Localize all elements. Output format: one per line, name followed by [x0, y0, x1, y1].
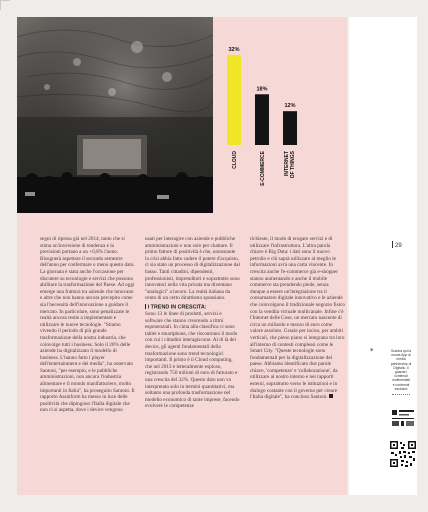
sidebar-note-text-2: e contenuti esclusivi	[392, 382, 410, 391]
article-column-2	[145, 236, 240, 410]
article-paragraph: segni di ripresa già nel 2014, tanto che si stima un'inversione di tendenza e la previsioni portano a un +0,8% l'anno. Bisognerà aspettare il secondo semestre dell'anno per confermare o meno questo dato. La giornata è stata anche l'occasione per discutere su tecnologie e servizi che possono abilitare la trasformazione del Paese. Ad oggi emerge una frattura tra aziende che innovano e altre che non hanno ancora percepito come sia l'necessità dell'innovazione a guidare il mercato. In particolare, sono penalizzate le realtà ancora restie a implementare e utilizzare le nuove tecnologie. "Stiamo vivendo il periodo di più grande trasformazione della nostra industria, che coinvolge tutti i business. Solo il 20% delle aziende ha digitalizzato il modello di business. L'hanno fatto i player dell'entertainment e dei media", ha osservato Santoni, "per esempio, e le pubbliche amministrazioni, non ancora l'industria alimentare e il mondo manifatturiero, molto importanti in Italia", ha proseguito Santoni. Il rapporto Assinform ha messo in luce delle positività che dipingono l'Italia digitale che non ci si aspetta, dove i device vengono	[40, 236, 135, 414]
bar-chart	[213, 17, 347, 217]
article-paragraph: usati per interagire con aziende e pubbliche amministrazioni e non solo per chattare. Il primo fattore di positività è che, nonostante la crisi abbia fatto cadere il potere d'acquisto, ci sia stato un processo di digitalizzazione dal basso. Tanti cittadini, dipendenti, professionisti, imprenditori e soprattutto sono innovatori nella vita privata ma diventano "analogici" a lavoro. La realtà italiana da cento di un certo dirattismo sponsiano.	[145, 236, 240, 302]
article-paragraph: richieste, il modo di erogare servizi e di utilizzare l'infrastruttura. L'altra parola chiave è Big Data: i dati sono il nuovo petrolio e chi saprà utilizzare al meglio le informazioni avrà una carta vincente. In crescita anche l'e-commerce già e-shopper stanno aumentando e anche il mobile commerce sta prendendo piede, senza dunque a essere un'integrazione tra il consumatore digitale innovativo e le aziende che coinvolgono il tradizionale negozio fisico con la vendita virtuale multicanale. Infine c'è l'Internet delle Cose, un mercato nascente di circa un miliardo e mezzo di euro come valore assoluto. Grazie per inciso, per ambiti verticali, che pieno piano si integrano tra loro all'interno di contesti complessi come le Smart City. "Queste tecnologie sono fondamentali per la digitalizzazione del paese. Abbiamo identificato due parole chiave, 'competenze' e 'collaborazione', da utilizzare al nostro interno e nei rapporti esterni, soprattutto verso le istituzioni e in dialogo costante con il governo per creare l'Italia digitale", ha concluso Santoni.	[250, 236, 345, 401]
crop-mark	[0, 0, 10, 1]
category-label: INTERNETOF THINGS	[284, 151, 296, 179]
article-paragraph: Sono 13 le linee di prodotti, servizi e software che stanno crescendo a ritmi esponenziali. In cima alla classifica ci sono tablet e smartphone, che riscontrano il modo con cui i cittadini interagiscono. Al di là dei device, gli agenti fondamentali della trasformazione sono trend tecnologici importanti. Il primo è il Cloud computing, che nel 2013 è letteralmente esploso, registrando 750 milioni di euro di fatturato e una crescita del 32%. Questo dato non va interpretato solo in termini quantitativi, ma soltanto una profonda trasformazione nel modello economico di tante imprese, facendo evolvere le competenze	[145, 311, 240, 410]
sidebar-note-text: Scarica qui la nuova App di media partnership di Digitalic, ti guarda i contenuti multimediali	[390, 349, 412, 383]
article-column-1	[40, 236, 135, 414]
bar-value-label: 32%	[228, 46, 240, 53]
category-label: CLOUD	[232, 151, 238, 169]
brand-logo	[390, 407, 416, 434]
bar-e-commerce	[255, 94, 269, 145]
crop-mark	[0, 0, 1, 10]
sidebar-note	[388, 349, 414, 398]
bar-value-label: 18%	[256, 86, 268, 93]
bar-value-label: 12%	[284, 103, 296, 110]
bar-internet-of-things	[283, 111, 297, 145]
qr-code[interactable]	[389, 440, 417, 473]
section-heading: I TREND IN CRESCITA:	[145, 304, 240, 311]
footnote-star: *	[370, 347, 374, 355]
end-of-article-mark	[329, 394, 333, 398]
bar-cloud	[227, 55, 241, 145]
conference-photo	[17, 17, 213, 213]
page-number: 29	[392, 241, 402, 249]
category-label: E-COMMERCE	[260, 151, 266, 186]
article-column-3	[250, 236, 345, 401]
